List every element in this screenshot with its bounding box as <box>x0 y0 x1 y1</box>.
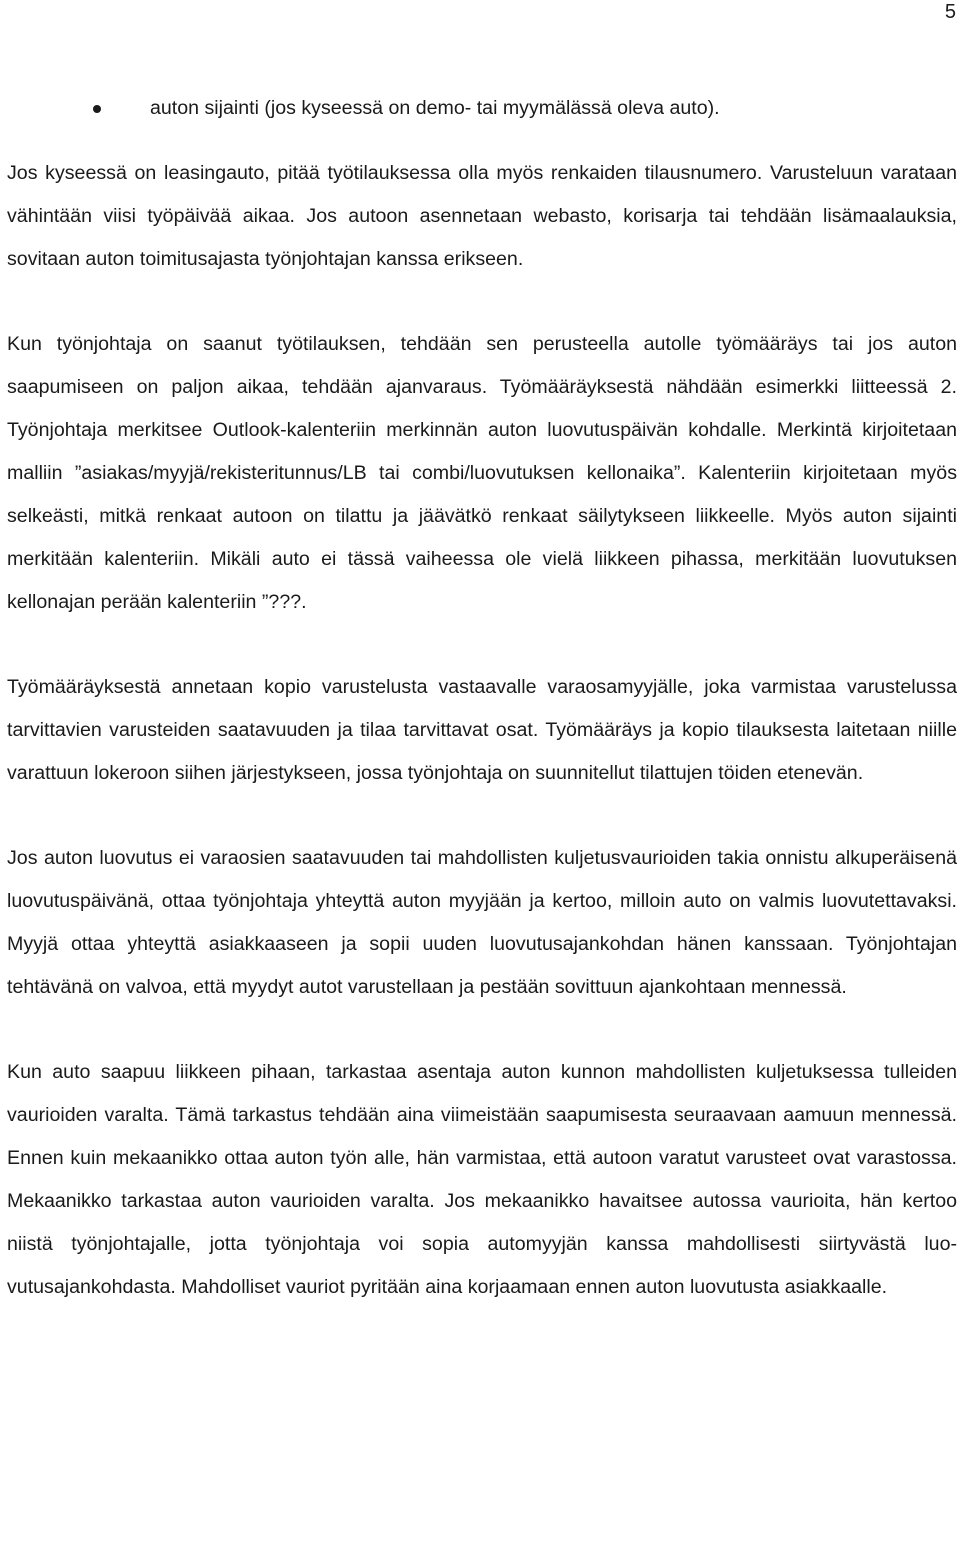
paragraph-arrival: Kun auto saapuu liikkeen pihaan, tarkastaa asentaja auton kunnon mahdollisten kuljetuksessa tulleiden vaurioiden varalta. Tämä tarkastus tehdään aina viimeistään saapumisesta seuraavaan aamuun mennessä. Ennen kuin mekaanikko ottaa auton työn alle, hän varmistaa, että autoon varatut varusteet ovat varastossa. Mekaanikko tarkastaa auton vaurioiden varalta. Jos mekaanikko havaitsee autossa vaurioita, hän kertoo niistä työnjohtajalle, jotta työnjohtaja voi sopia automyyjän kanssa mahdollisesti siirtyvästä luovutusajankohdasta. Mahdolliset vauriot pyritään aina korjaamaan ennen auton luovutusta asiakkaalle. <box>7 1061 957 1298</box>
paragraph-delivery: Jos auton luovutus ei varaosien saatavuuden tai mahdollisten kuljetusvaurioiden takia onnistu alkuperäisenä luovutuspäivänä, ottaa työnjohtaja yhteyttä auton myyjään ja kertoo, milloin auto on valmis luovutettavaksi. Myyjä ottaa yhteyttä asiakkaaseen ja sopii uuden luovutusajankohdan hänen kanssaan. Työnjohtajan tehtävänä on valvoa, että myydyt autot varustellaan ja pestään sovittuun ajankohtaan mennessä. <box>7 847 957 998</box>
paragraph-leasing: Jos kyseessä on leasingauto, pitää työtilauksessa olla myös renkaiden tilausnumero. Varusteluun varataan vähintään viisi työpäivää aikaa. Jos autoon asennetaan webasto, korisarja tai tehdään lisämaalauksia, sovitaan auton toimitusajasta työnjohtajan kanssa erikseen. <box>7 162 957 270</box>
bullet-list-item <box>7 87 957 130</box>
paragraph-copy: Työmääräyksestä annetaan kopio varustelusta vastaavalle varaosamyyjälle, joka varmistaa varustelussa tarvittavien varusteiden saatavuuden ja tilaa tarvittavat osat. Työmääräys ja kopio tilauksesta laitetaan niille varattuun lokeroon siihen järjestykseen, jossa työnjohtaja on suunnitellut tilattujen töiden etenevän. <box>7 676 957 784</box>
bullet-text: auton sijainti (jos kyseessä on demo- tai myymälässä oleva auto). <box>150 97 720 119</box>
paragraph-work-order: Kun työnjohtaja on saanut työtilauksen, tehdään sen perusteella autolle työmääräys tai jos auton saapumiseen on paljon aikaa, tehdään ajanvaraus. Työmääräyksestä nähdään esimerkki liitteessä 2. Työnjohtaja merkitsee Outlook-kalenteriin merkinnän auton luovutuspäivän kohdalle. Merkintä kirjoitetaan malliin ”asiakas/myyjä/rekisteritunnus/LB tai combi/luovutuksen kellonaika”. Kalenteriin kirjoitetaan myös selkeästi, mitkä renkaat autoon on tilattu ja jäävätkö renkaat säilytykseen liikkeelle. Myös auton sijainti merkitään kalenteriin. Mikäli auto ei tässä vaiheessa ole vielä liikkeen pihassa, merkitään luovutuksen kellonajan perään kalenteriin ”???. <box>7 333 957 613</box>
page-number: 5 <box>944 1 956 23</box>
bullet-icon <box>93 105 101 113</box>
document-body <box>7 87 957 1351</box>
